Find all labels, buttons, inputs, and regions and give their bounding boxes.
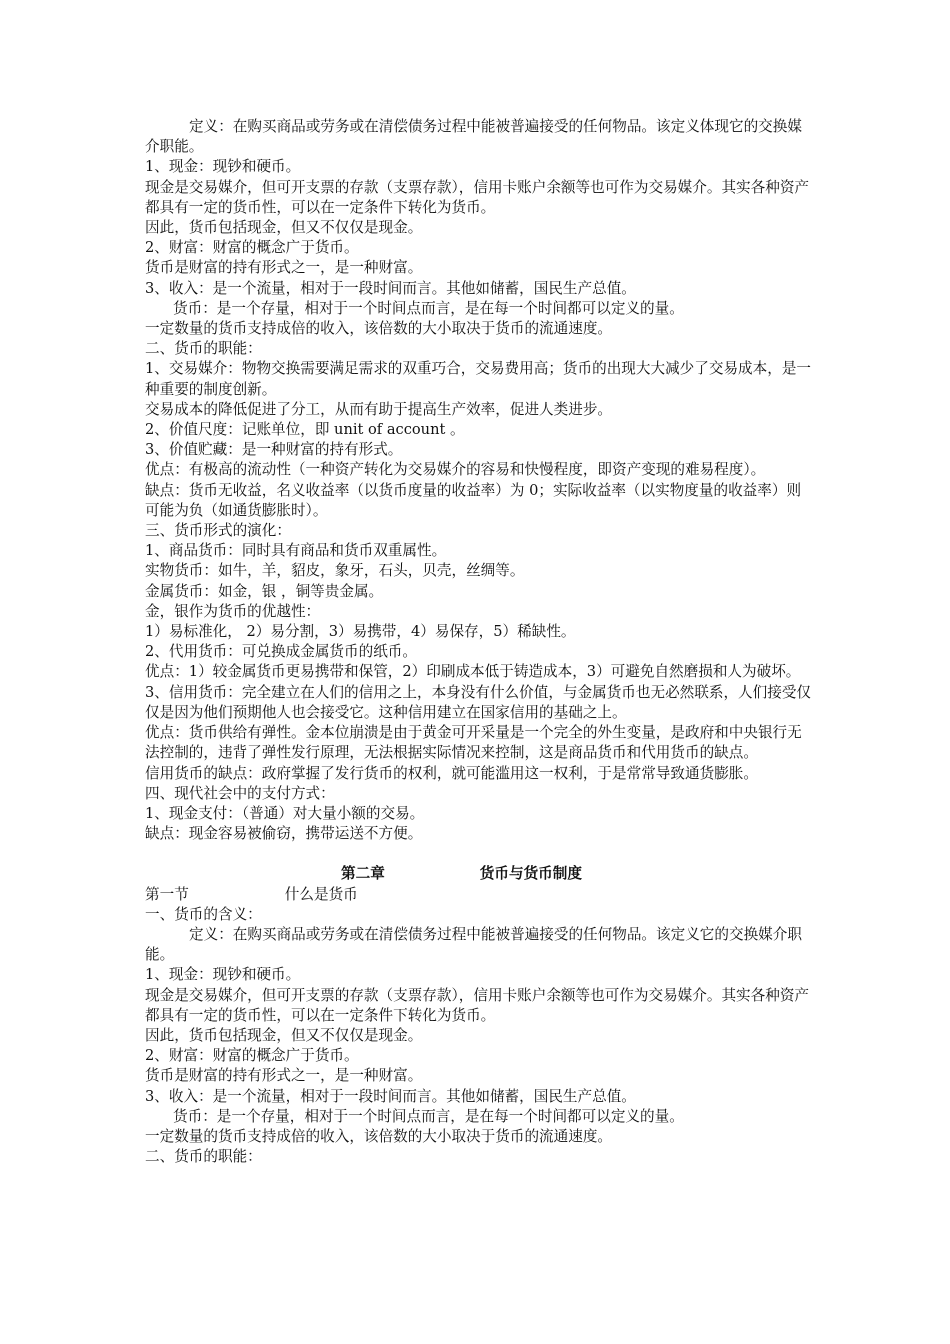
section-heading xyxy=(145,885,815,905)
paragraph: 定义：在购买商品或劳务或在清偿债务过程中能被普遍接受的任何物品。该定义它的交换媒介职能。 xyxy=(145,925,802,964)
paragraph: 因此，货币包括现金，但又不仅仅是现金。 xyxy=(145,1026,423,1044)
paragraph: 2、价值尺度：记账单位，即 unit of account 。 xyxy=(145,421,465,439)
heading: 四、现代社会中的支付方式： xyxy=(145,784,335,802)
paragraph: 现金是交易媒介，但可开支票的存款（支票存款），信用卡账户余额等也可作为交易媒介。其实各种资产都具有一定的货币性，可以在一定条件下转化为货币。 xyxy=(145,178,810,216)
chapter-title: 货币与货币制度 xyxy=(479,865,582,883)
paragraph: 1、现金：现钞和硬币。 xyxy=(145,158,301,176)
heading: 二、货币的职能： xyxy=(145,340,262,358)
paragraph: 信用货币的缺点：政府掌握了发行货币的权利，就可能滥用这一权利，于是常常导致通货膨胀。 xyxy=(145,764,758,782)
paragraph: 因此，货币包括现金，但又不仅仅是现金。 xyxy=(145,219,423,237)
paragraph: 现金是交易媒介，但可开支票的存款（支票存款），信用卡账户余额等也可作为交易媒介。其实各种资产都具有一定的货币性，可以在一定条件下转化为货币。 xyxy=(145,986,810,1024)
paragraph: 3、收入：是一个流量，相对于一段时间而言。其他如储蓄，国民生产总值。 xyxy=(145,1087,636,1105)
paragraph: 缺点：货币无收益，名义收益率（以货币度量的收益率）为 0；实际收益率（以实物度量的收益率）则可能为负（如通货膨胀时）。 xyxy=(145,481,802,519)
paragraph: 缺点：现金容易被偷窃，携带运送不方便。 xyxy=(145,825,423,843)
paragraph: 1、商品货币：同时具有商品和货币双重属性。 xyxy=(145,542,447,560)
paragraph: 2、财富：财富的概念广于货币。 xyxy=(145,1047,359,1065)
document-body xyxy=(145,117,815,1167)
paragraph: 3、价值贮藏：是一种财富的持有形式。 xyxy=(145,441,403,459)
paragraph: 定义：在购买商品或劳务或在清偿债务过程中能被普遍接受的任何物品。该定义体现它的交换媒介职能。 xyxy=(145,118,802,156)
paragraph: 金，银作为货币的优越性： xyxy=(145,602,321,620)
paragraph: 货币是财富的持有形式之一，是一种财富。 xyxy=(145,259,423,277)
paragraph: 3、收入：是一个流量，相对于一段时间而言。其他如储蓄，国民生产总值。 xyxy=(145,279,636,297)
heading: 一、货币的含义： xyxy=(145,905,262,923)
paragraph: 2、代用货币：可兑换成金属货币的纸币。 xyxy=(145,643,417,661)
section-title: 什么是货币 xyxy=(284,885,358,903)
paragraph: 2、财富：财富的概念广于货币。 xyxy=(145,239,359,257)
paragraph: 一定数量的货币支持成倍的收入，该倍数的大小取决于货币的流通速度。 xyxy=(145,1127,613,1145)
paragraph: 优点：1）较金属货币更易携带和保管，2）印刷成本低于铸造成本，3）可避免自然磨损和人为破坏。 xyxy=(145,663,801,681)
paragraph: 1）易标准化， 2）易分割，3）易携带，4）易保存，5）稀缺性。 xyxy=(145,623,576,641)
chapter-heading xyxy=(145,864,815,884)
heading: 二、货币的职能： xyxy=(145,1148,262,1166)
section-number: 第一节 xyxy=(145,885,189,903)
spacer xyxy=(145,844,815,864)
paragraph: 一定数量的货币支持成倍的收入，该倍数的大小取决于货币的流通速度。 xyxy=(145,320,613,338)
chapter-number: 第二章 xyxy=(341,865,385,883)
paragraph: 3、信用货币：完全建立在人们的信用之上，本身没有什么价值，与金属货币也无必然联系，人们接受仅仅是因为他们预期他人也会接受它。这种信用建立在国家信用的基础之上。 xyxy=(145,683,812,721)
paragraph: 优点：有极高的流动性（一种资产转化为交易媒介的容易和快慢程度，即资产变现的难易程度）。 xyxy=(145,461,766,479)
paragraph: 金属货币：如金，银 ，铜等贵金属。 xyxy=(145,582,384,600)
paragraph: 实物货币：如牛，羊，貂皮，象牙，石头，贝壳，丝绸等。 xyxy=(145,562,525,580)
paragraph: 货币：是一个存量，相对于一个时间点而言，是在每一个时间都可以定义的量。 xyxy=(173,1107,684,1125)
heading: 三、货币形式的演化： xyxy=(145,522,291,540)
paragraph: 1、现金：现钞和硬币。 xyxy=(145,966,301,984)
paragraph: 交易成本的降低促进了分工，从而有助于提高生产效率，促进人类进步。 xyxy=(145,400,613,418)
paragraph: 优点：货币供给有弹性。金本位崩溃是由于黄金可开采量是一个完全的外生变量，是政府和中央银行无法控制的，违背了弹性发行原理，无法根据实际情况来控制，这是商品货币和代用货币的缺点。 xyxy=(145,724,802,762)
paragraph: 1、现金支付：（普通）对大量小额的交易。 xyxy=(145,804,425,822)
paragraph: 货币是财富的持有形式之一，是一种财富。 xyxy=(145,1067,423,1085)
paragraph: 1、交易媒介：物物交换需要满足需求的双重巧合，交易费用高；货币的出现大大减少了交易成本，是一种重要的制度创新。 xyxy=(145,360,812,398)
paragraph: 货币：是一个存量，相对于一个时间点而言，是在每一个时间都可以定义的量。 xyxy=(173,299,684,317)
